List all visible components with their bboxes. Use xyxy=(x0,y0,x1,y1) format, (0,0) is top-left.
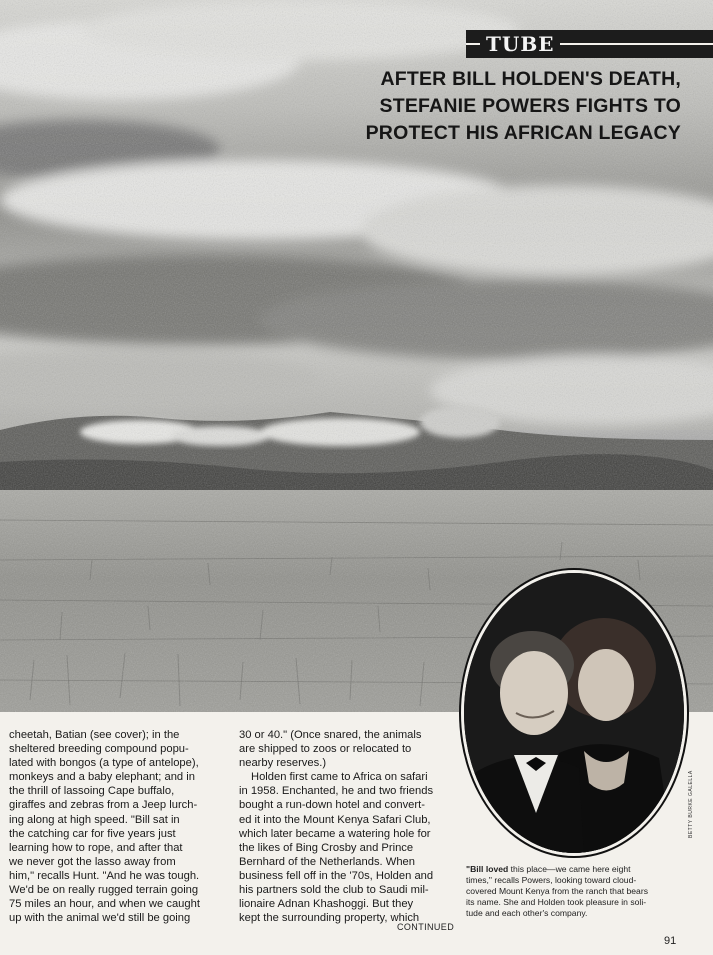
caption-line: times," recalls Powers, looking toward cloud- xyxy=(466,875,637,885)
text-line: are shipped to zoos or relocated to xyxy=(239,743,412,756)
text-line: business fell off in the '70s, Holden and xyxy=(239,869,434,882)
text-line: which later became a watering hole for xyxy=(239,827,431,840)
text-line: 30 or 40." (Once snared, the animals xyxy=(239,729,422,741)
text-line: up with the animal we'd still be going xyxy=(9,912,191,925)
text-line: We'd be on really rugged terrain going xyxy=(9,884,199,897)
caption-lead: "Bill loved xyxy=(466,864,509,874)
headline xyxy=(251,66,681,147)
text-line: the thrill of lassoing Cape buffalo, xyxy=(9,785,175,798)
headline-line: PROTECT HIS AFRICAN LEGACY xyxy=(365,122,681,144)
text-line: him," recalls Hunt. "And he was tough. xyxy=(9,869,200,882)
text-line: 75 miles an hour, and when we caught xyxy=(9,898,200,911)
continued-label: CONTINUED xyxy=(397,922,455,932)
text-line: Holden first came to Africa on safari xyxy=(251,771,428,784)
text-line: lionaire Adnan Khashoggi. But they xyxy=(239,898,414,911)
text-line: ed it into the Mount Kenya Safari Club, xyxy=(239,813,431,826)
photo-caption xyxy=(466,864,702,919)
text-line: Bernhard of the Netherlands. When xyxy=(239,855,415,868)
text-line: kept the surrounding property, which xyxy=(239,912,420,925)
caption-line-rest: this place—we came here eight xyxy=(508,864,631,874)
section-tag xyxy=(466,30,713,58)
text-line: in 1958. Enchanted, he and two friends xyxy=(239,785,434,798)
inset-portrait xyxy=(461,570,687,856)
caption-line xyxy=(466,864,702,875)
text-line: cheetah, Batian (see cover); in the xyxy=(9,729,180,741)
caption-line: its name. She and Holden took pleasure in soli- xyxy=(466,897,647,907)
portrait-illustration xyxy=(464,573,687,856)
text-line: the likes of Bing Crosby and Prince xyxy=(239,841,414,854)
text-line: lated with bongos (a type of antelope), xyxy=(9,757,199,770)
text-line: monkeys and a baby elephant; and in xyxy=(9,771,195,784)
text-line: bought a run-down hotel and convert- xyxy=(239,799,425,812)
text-line: ing along at high speed. "Bill sat in xyxy=(9,813,180,826)
text-line: his partners sold the club to Saudi mil- xyxy=(239,884,429,897)
article-column-1 xyxy=(9,728,234,925)
page-number: 91 xyxy=(664,935,677,947)
photo-credit: BETTY BURKE GALELLA xyxy=(688,770,694,838)
caption-line: tude and each other's company. xyxy=(466,908,588,918)
caption-line: covered Mount Kenya from the ranch that bears xyxy=(466,886,649,896)
text-line: the catching car for five years just xyxy=(9,827,176,840)
headline-line: STEFANIE POWERS FIGHTS TO xyxy=(379,95,681,117)
text-line: giraffes and zebras from a Jeep lurch- xyxy=(9,799,198,812)
text-line: learning how to rope, and after that xyxy=(9,841,183,854)
section-label: TUBE xyxy=(480,30,560,58)
text-line: we never got the lasso away from xyxy=(9,855,176,868)
article-column-2 xyxy=(239,728,465,925)
headline-line: AFTER BILL HOLDEN'S DEATH, xyxy=(380,68,681,90)
text-line: nearby reserves.) xyxy=(239,757,327,770)
text-line: sheltered breeding compound popu- xyxy=(9,743,189,756)
